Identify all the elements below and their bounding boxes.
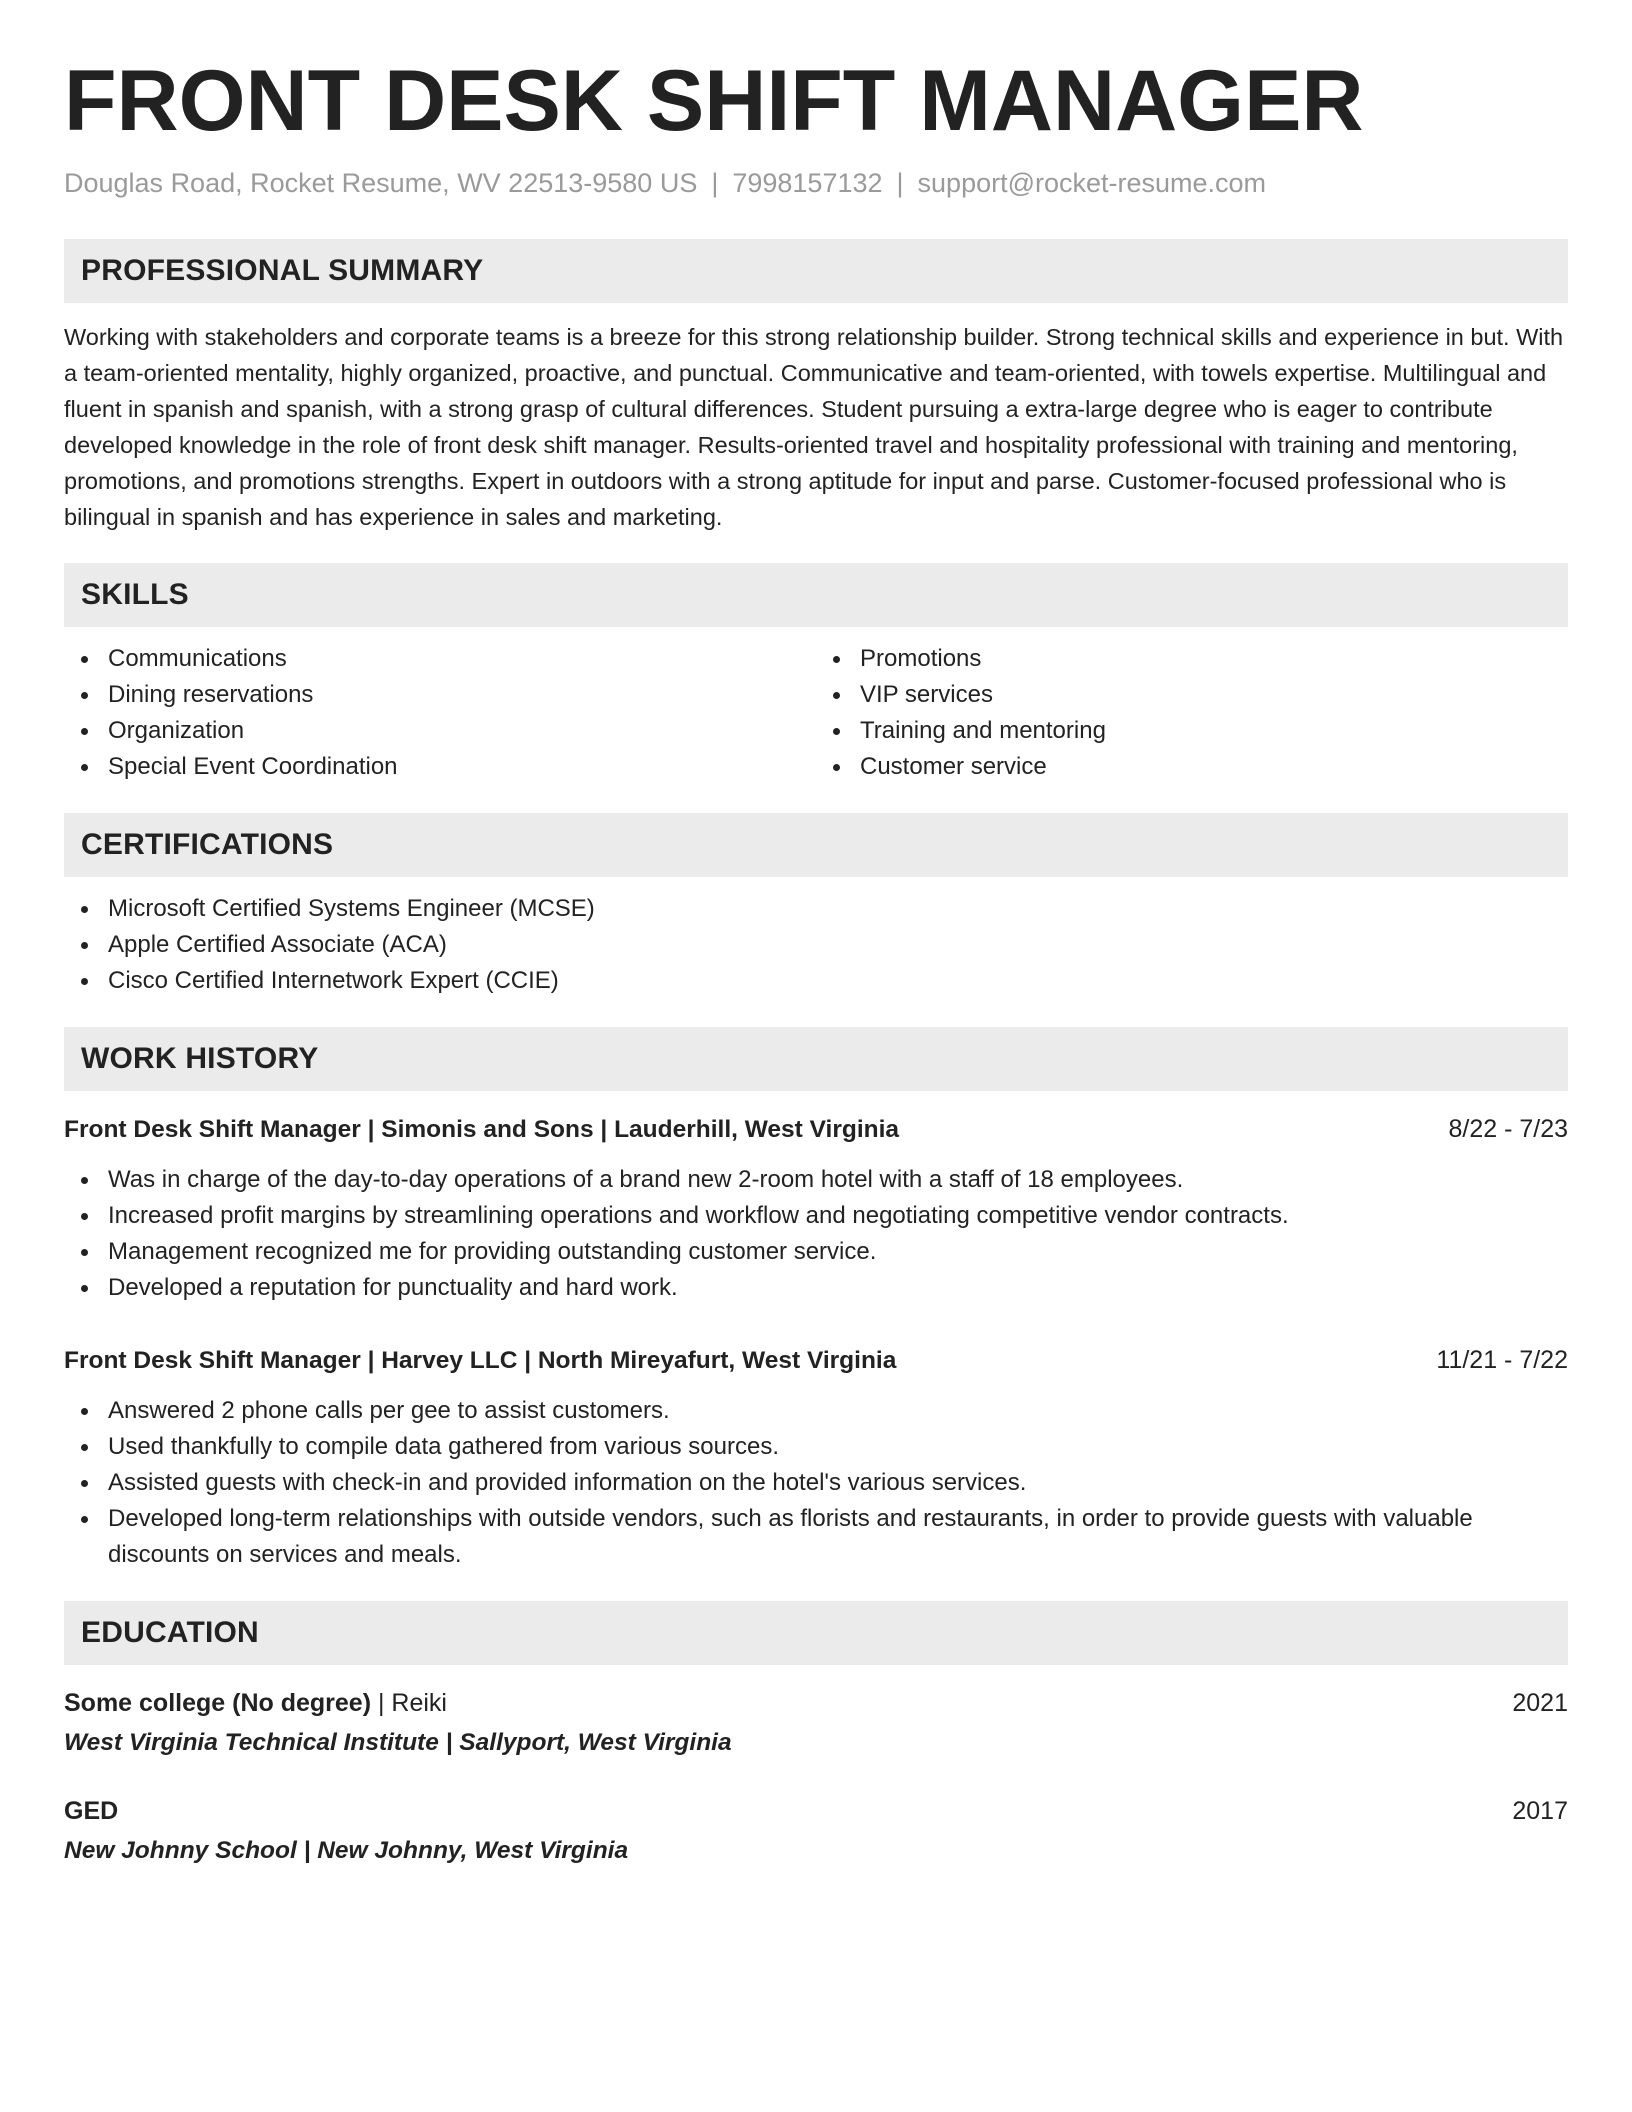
contact-separator: |: [896, 167, 904, 198]
education-school: West Virginia Technical Institute | Sallyport, West Virginia: [64, 1728, 732, 1756]
job-bullet: Used thankfully to compile data gathered from various sources.: [64, 1429, 1568, 1465]
job-bullet: Management recognized me for providing outstanding customer service.: [64, 1234, 1568, 1270]
section-header-education: EDUCATION: [64, 1601, 1568, 1665]
certification-item: Microsoft Certified Systems Engineer (MCSE): [64, 891, 1568, 927]
job-entry: [64, 1111, 1568, 1306]
certification-item: Apple Certified Associate (ACA): [64, 927, 1568, 963]
section-header-summary: PROFESSIONAL SUMMARY: [64, 239, 1568, 303]
skill-item: Customer service: [816, 749, 1568, 785]
job-bullet: Was in charge of the day-to-day operations of a brand new 2-room hotel with a staff of 18 employees.: [64, 1162, 1568, 1198]
job-bullet: Assisted guests with check-in and provided information on the hotel's various services.: [64, 1465, 1568, 1501]
job-bullet: Developed a reputation for punctuality and hard work.: [64, 1270, 1568, 1306]
education-school: New Johnny School | New Johnny, West Virginia: [64, 1836, 629, 1864]
job-bullet: Developed long-term relationships with outside vendors, such as florists and restaurants, in order to provide guests with valuable discounts on services and meals.: [64, 1501, 1568, 1573]
job-bullet: Answered 2 phone calls per gee to assist customers.: [64, 1393, 1568, 1429]
job-bullets: [64, 1393, 1568, 1573]
resume-title: FRONT DESK SHIFT MANAGER: [64, 53, 1364, 149]
job-dates: 8/22 - 7/23: [1448, 1114, 1568, 1143]
skill-item: VIP services: [816, 677, 1568, 713]
education-entry: [64, 1685, 1568, 1761]
skill-item: Organization: [64, 713, 816, 749]
skill-item: Communications: [64, 641, 816, 677]
skill-item: Special Event Coordination: [64, 749, 816, 785]
education-degree-line: [64, 1793, 118, 1829]
job-title: Front Desk Shift Manager | Simonis and Sons | Lauderhill, West Virginia: [64, 1115, 900, 1143]
job-title: Front Desk Shift Manager | Harvey LLC | North Mireyafurt, West Virginia: [64, 1346, 897, 1374]
job-dates: 11/21 - 7/22: [1436, 1345, 1568, 1374]
skills-list-right: [816, 641, 1568, 785]
education-entry: [64, 1793, 1568, 1869]
education-header: [64, 1793, 1568, 1829]
job-bullet: Increased profit margins by streamlining operations and workflow and negotiating competitive vendor contracts.: [64, 1198, 1568, 1234]
contact-line: [64, 167, 1568, 199]
education-year: 2021: [1512, 1688, 1568, 1717]
contact-address: Douglas Road, Rocket Resume, WV 22513-9580 US: [64, 167, 698, 198]
summary-text: Working with stakeholders and corporate teams is a breeze for this strong relationship builder. Strong technical skills and experience in but. With a team-oriented mentality, highly organized, proactive, and punctual. Communicative and team-oriented, with towels expertise. Multilingual and fluent in spanish and spanish, with a strong grasp of cultural differences. Student pursuing a extra-large degree who is eager to contribute developed knowledge in the role of front desk shift manager. Results-oriented travel and hospitality professional with training and mentoring, promotions, and promotions strengths. Expert in outdoors with a strong aptitude for input and parse. Customer-focused professional who is bilingual in spanish and has experience in sales and marketing.: [64, 323, 1564, 530]
education-degree: GED: [64, 1796, 119, 1825]
skill-item: Promotions: [816, 641, 1568, 677]
education-degree: Some college (No degree): [64, 1688, 372, 1717]
contact-phone: 7998157132: [732, 167, 883, 198]
education-header: [64, 1685, 1568, 1721]
education-field: | Reiki: [371, 1688, 447, 1717]
section-header-certifications: CERTIFICATIONS: [64, 813, 1568, 877]
education-year: 2017: [1512, 1796, 1568, 1825]
education-degree-line: [64, 1685, 447, 1721]
section-header-skills: SKILLS: [64, 563, 1568, 627]
skills-grid: [64, 641, 1568, 785]
contact-separator: |: [711, 167, 719, 198]
contact-email: support@rocket-resume.com: [917, 167, 1267, 198]
skills-list-left: [64, 641, 816, 785]
certification-item: Cisco Certified Internetwork Expert (CCIE): [64, 963, 1568, 999]
job-bullets: [64, 1162, 1568, 1306]
certifications-list: [64, 891, 1568, 999]
job-header: [64, 1111, 1568, 1148]
job-header: [64, 1342, 1568, 1379]
skill-item: Training and mentoring: [816, 713, 1568, 749]
job-entry: [64, 1342, 1568, 1573]
section-header-work-history: WORK HISTORY: [64, 1027, 1568, 1091]
skill-item: Dining reservations: [64, 677, 816, 713]
